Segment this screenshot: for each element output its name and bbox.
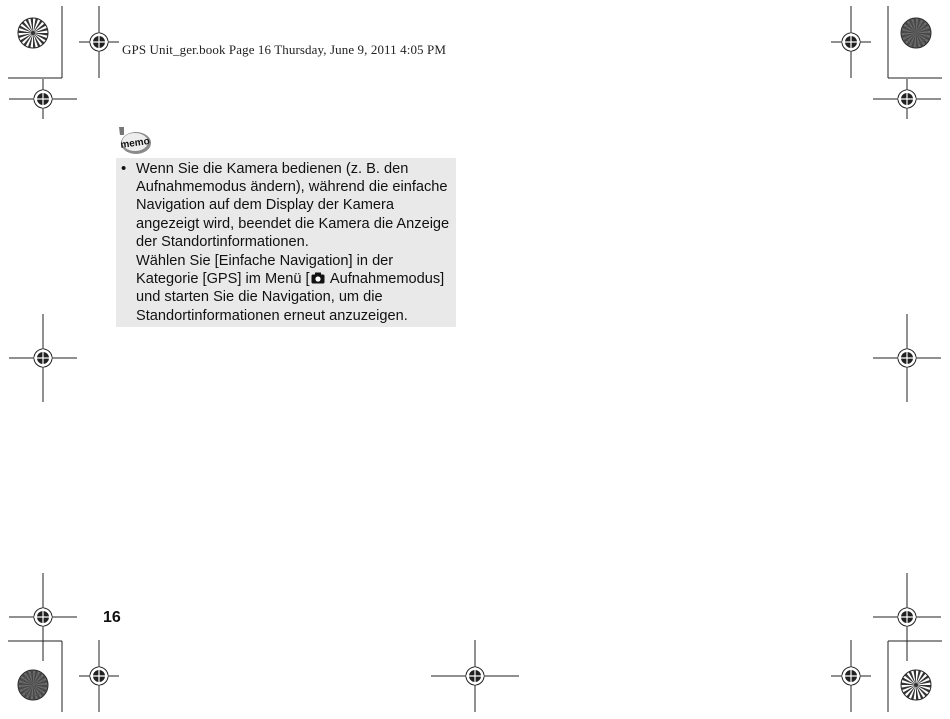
starburst-registration-disc xyxy=(18,18,48,48)
registration-target xyxy=(873,314,941,402)
memo-paragraph-2-start: Wählen Sie [Einfache Navigation] in der Kategorie [GPS] im Menü [ xyxy=(136,253,394,288)
registration-target xyxy=(9,79,77,119)
memo-paragraph-1: Wenn Sie die Kamera bedienen (z. B. den Aufnahmemodus ändern), während die einfache Navigation auf dem Display der Kamera angezeigt wird, beendet die Kamera die Anzeige der Standortinformationen. xyxy=(136,161,450,250)
starburst-registration-disc xyxy=(901,670,931,700)
camera-icon xyxy=(311,272,325,284)
memo-icon xyxy=(116,126,152,156)
registration-target xyxy=(9,314,77,402)
registration-target xyxy=(431,640,519,712)
memo-paragraph-2 xyxy=(136,252,458,325)
memo-paragraph-2-end: Aufnahmemodus] und starten Sie die Navigation, um die Standortinformationen erneut anzuzeigen. xyxy=(136,271,445,324)
registration-target xyxy=(831,640,871,712)
gray-registration-disc xyxy=(18,670,48,700)
memo-text xyxy=(121,160,458,325)
registration-target xyxy=(873,79,941,119)
registration-target xyxy=(831,6,871,78)
svg-text:memo: memo xyxy=(119,135,151,151)
bullet-point: • xyxy=(121,160,127,177)
registration-target xyxy=(79,6,119,78)
gray-registration-disc xyxy=(901,18,931,48)
registration-target xyxy=(9,573,77,661)
registration-target xyxy=(79,640,119,712)
print-slug: GPS Unit_ger.book Page 16 Thursday, June 9, 2011 4:05 PM xyxy=(122,42,446,57)
registration-target xyxy=(873,573,941,661)
page-number: 16 xyxy=(103,609,121,626)
